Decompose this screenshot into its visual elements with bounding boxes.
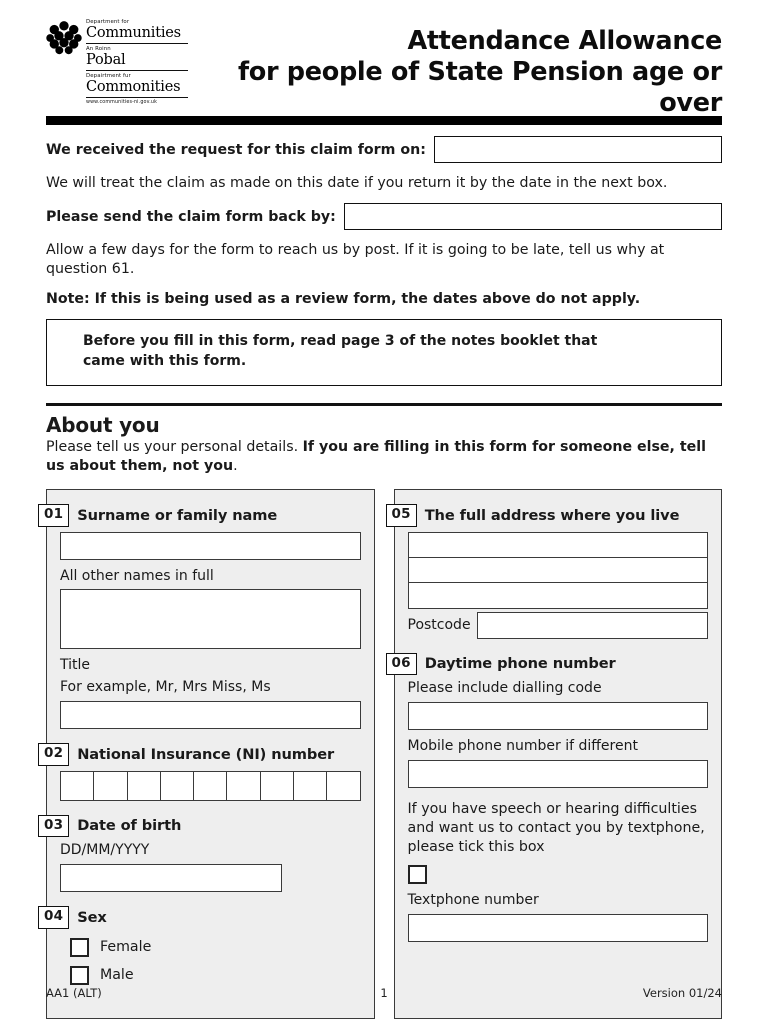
received-request-label: We received the request for this claim form on: <box>46 141 426 158</box>
ni-cell[interactable] <box>327 772 359 800</box>
textphone-tick-row[interactable] <box>408 865 709 884</box>
question-01-title: Surname or family name <box>77 506 278 524</box>
logo-word-ga: Pobal <box>86 51 126 68</box>
right-question-panel <box>391 489 723 1019</box>
date-of-birth-input[interactable] <box>60 864 282 892</box>
page-footer <box>46 986 722 1000</box>
question-04-number: 04 <box>38 906 69 929</box>
about-you-heading: About you <box>46 413 160 438</box>
callout-line-2: came with this form. <box>83 353 247 370</box>
dfc-dots-icon <box>46 20 82 56</box>
ni-cell[interactable] <box>94 772 127 800</box>
question-02-title: National Insurance (NI) number <box>77 745 335 763</box>
question-06-number: 06 <box>386 653 417 676</box>
spacer-q1-q2 <box>60 729 361 743</box>
received-request-note: We will treat the claim as made on this date if you return it by the date in the next box. <box>46 175 668 191</box>
department-logo <box>46 18 188 105</box>
about-sub-bold: If you are filling in this form for someone else, tell us about them, not you <box>46 439 707 474</box>
title-input[interactable] <box>60 701 361 729</box>
about-sub-end: . <box>233 457 238 474</box>
mobile-phone-input[interactable] <box>408 760 709 788</box>
postcode-input[interactable] <box>477 612 708 639</box>
notes-booklet-callout <box>46 319 722 386</box>
mobile-phone-label: Mobile phone number if different <box>407 737 638 754</box>
send-back-label: Please send the claim form back by: <box>46 208 336 225</box>
question-05-title: The full address where you live <box>424 506 680 524</box>
sex-male-checkbox[interactable] <box>70 966 89 985</box>
questions-columns <box>46 489 722 1019</box>
question-04-header <box>38 906 361 929</box>
ni-cell[interactable] <box>227 772 260 800</box>
about-you-subtext <box>46 438 722 475</box>
ni-cell[interactable] <box>61 772 94 800</box>
footer-form-code: AA1 (ALT) <box>46 986 102 1000</box>
logo-dept-ga: An Roinn <box>86 45 111 52</box>
question-02-header <box>38 743 361 766</box>
address-input-group[interactable] <box>408 532 709 609</box>
page-title <box>188 18 722 119</box>
logo-website-url: www.communities-ni.gov.uk <box>86 99 158 105</box>
logo-dept-en: Department for <box>86 19 130 25</box>
textphone-number-input[interactable] <box>408 914 709 942</box>
ni-cell[interactable] <box>161 772 194 800</box>
address-line-2-input[interactable] <box>409 558 708 583</box>
question-03-header <box>38 815 361 838</box>
textphone-instruction: If you have speech or hearing difficulties and want us to contact you by textphone, please tick this box <box>407 800 705 855</box>
sex-female-checkbox[interactable] <box>70 938 89 957</box>
logo-divider-1 <box>86 43 188 44</box>
received-request-input[interactable] <box>434 136 722 163</box>
dialling-code-label: Please include dialling code <box>407 680 602 697</box>
logo-dept-sco: Depairtment fur <box>86 72 131 79</box>
left-question-panel <box>46 489 375 1019</box>
spacer-q3-q4 <box>60 892 361 906</box>
sex-female-label: Female <box>100 939 152 956</box>
spacer-q2-q3 <box>60 801 361 815</box>
title-label: Title <box>60 657 91 674</box>
question-06-title: Daytime phone number <box>424 655 616 673</box>
postcode-row <box>408 612 709 639</box>
question-03-title: Date of birth <box>77 817 182 835</box>
question-02-number: 02 <box>38 743 69 766</box>
other-names-label: All other names in full <box>60 567 214 584</box>
sex-option-female[interactable] <box>70 938 361 957</box>
ni-cell[interactable] <box>194 772 227 800</box>
spacer-q5-q6 <box>408 639 709 653</box>
logo-word-en: Communities <box>86 24 181 41</box>
sex-male-label: Male <box>100 967 134 984</box>
footer-version: Version 01/24 <box>642 986 722 1000</box>
address-line-1-input[interactable] <box>409 533 708 558</box>
page-header <box>46 0 722 119</box>
received-request-row <box>46 136 722 163</box>
daytime-phone-input[interactable] <box>408 702 709 730</box>
sex-option-male[interactable] <box>70 966 361 985</box>
send-back-input[interactable] <box>344 203 722 230</box>
address-line-3-input[interactable] <box>409 583 708 608</box>
about-you-divider <box>46 403 722 406</box>
title-example-label: For example, Mr, Mrs Miss, Ms <box>60 679 271 696</box>
title-line-1: Attendance Allowance <box>407 26 722 56</box>
send-back-row <box>46 203 722 230</box>
ni-cell[interactable] <box>261 772 294 800</box>
textphone-number-label: Textphone number <box>407 892 539 909</box>
other-names-input[interactable] <box>60 589 361 649</box>
question-06-header <box>386 653 709 676</box>
send-back-note: Allow a few days for the form to reach us by post. If it is going to be late, tell us why at question 61. <box>46 242 665 277</box>
question-01-number: 01 <box>38 504 69 527</box>
ni-number-input-group[interactable] <box>60 771 361 801</box>
ni-cell[interactable] <box>128 772 161 800</box>
logo-divider-2 <box>86 70 188 71</box>
question-01-header <box>38 504 361 527</box>
callout-line-1: Before you fill in this form, read page 3 of the notes booklet that <box>83 333 598 350</box>
textphone-checkbox[interactable] <box>408 865 427 884</box>
question-05-header <box>386 504 709 527</box>
date-of-birth-format: DD/MM/YYYY <box>60 842 150 859</box>
title-line-2: for people of State Pension age or over <box>237 57 722 119</box>
footer-page-number: 1 <box>380 986 388 1000</box>
logo-divider-3 <box>86 97 188 98</box>
logo-word-sco: Commonities <box>86 78 181 95</box>
postcode-label: Postcode <box>407 617 471 634</box>
about-sub-plain: Please tell us your personal details. <box>46 439 303 456</box>
question-03-number: 03 <box>38 815 69 838</box>
surname-input[interactable] <box>60 532 361 560</box>
question-04-title: Sex <box>77 908 107 926</box>
ni-cell[interactable] <box>294 772 327 800</box>
review-form-note: Note: If this is being used as a review form, the dates above do not apply. <box>46 291 641 308</box>
question-05-number: 05 <box>386 504 417 527</box>
